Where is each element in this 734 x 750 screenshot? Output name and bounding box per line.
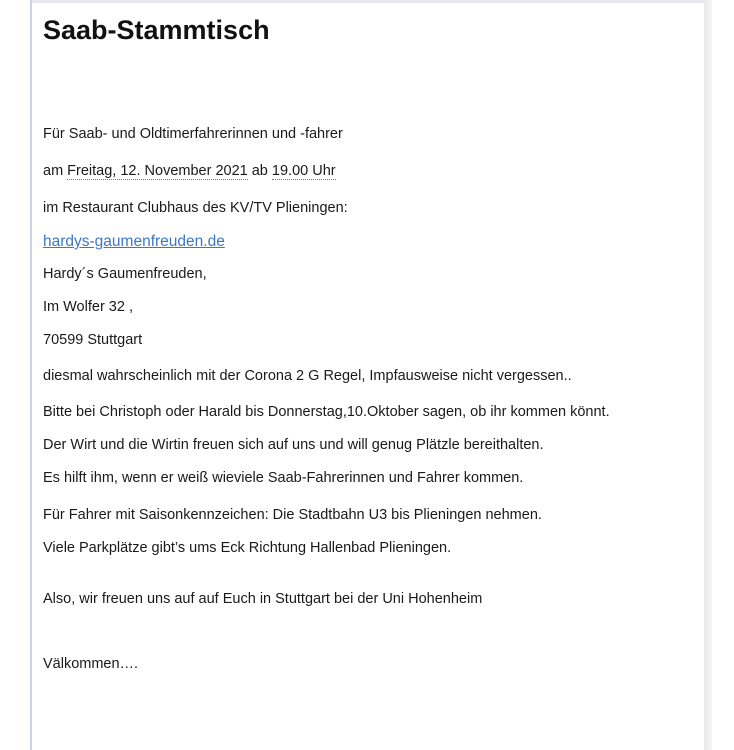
page-left-rule (30, 0, 32, 750)
date-mid: ab (247, 163, 272, 179)
count-note: Es hilft ihm, wenn er weiß wieviele Saab-Fahrerinnen und Fahrer kommen. (43, 470, 524, 486)
address-street: Im Wolfer 32 , (43, 299, 133, 315)
page-top-border (30, 0, 704, 3)
parking-note: Viele Parkplätze gibt’s ums Eck Richtung Hallenbad Plieningen. (43, 540, 452, 556)
rsvp-text: Bitte bei Christoph oder Harald bis Donnerstag,10.Oktober sagen, ob ihr kommen könnt. (43, 404, 610, 420)
page-title: Saab-Stammtisch (43, 15, 270, 45)
date-prefix: am (43, 163, 68, 179)
address-name: Hardy´s Gaumenfreuden, (43, 266, 207, 282)
transit-note: Für Fahrer mit Saisonkennzeichen: Die Stadtbahn U3 bis Plieningen nehmen. (43, 507, 542, 523)
host-note: Der Wirt und die Wirtin freuen sich auf uns und will genug Plätzle bereithalten. (43, 437, 544, 453)
farewell-text: Välkommen…. (43, 656, 139, 672)
date-time: 19.00 Uhr (271, 163, 336, 179)
event-date (43, 162, 336, 180)
date-main: Freitag, 12. November 2021 (67, 163, 248, 179)
website-link[interactable]: hardys-gaumenfreuden.de (43, 233, 225, 250)
intro-text: Für Saab- und Oldtimerfahrerinnen und -fahrer (43, 126, 343, 142)
address-city: 70599 Stuttgart (43, 332, 143, 348)
page-right-edge (712, 0, 734, 750)
corona-note: diesmal wahrscheinlich mit der Corona 2 G Regel, Impfausweise nicht vergessen.. (43, 368, 572, 384)
venue-text: im Restaurant Clubhaus des KV/TV Plieningen: (43, 200, 348, 216)
closing-text: Also, wir freuen uns auf auf Euch in Stuttgart bei der Uni Hohenheim (43, 591, 483, 607)
page-right-shadow (704, 0, 712, 750)
